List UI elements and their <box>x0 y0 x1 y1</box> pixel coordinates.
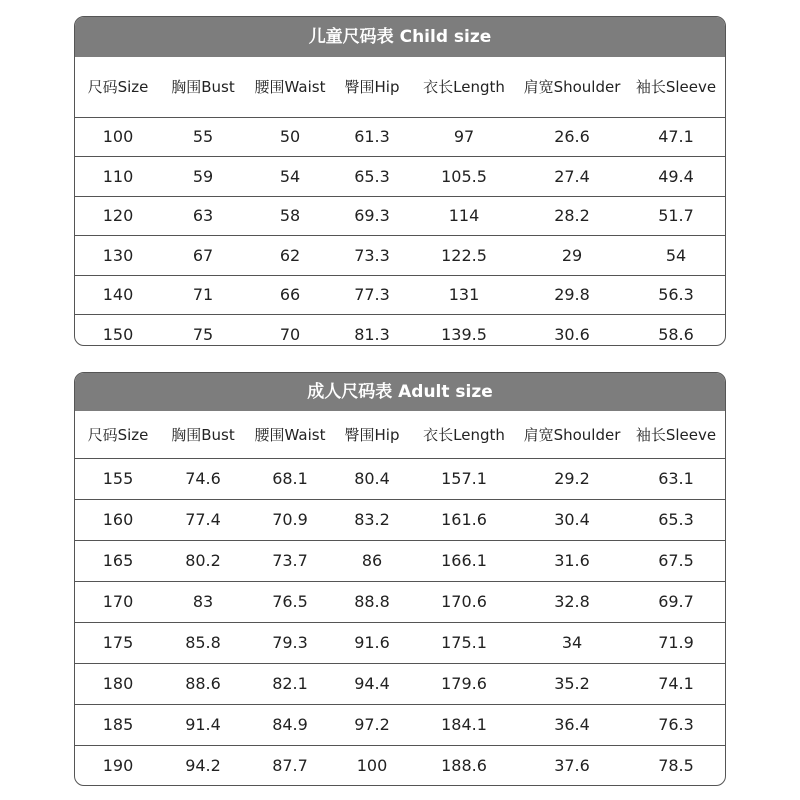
cell-hip: 69.3 <box>335 196 409 236</box>
cell-sleeve: 51.7 <box>625 196 726 236</box>
child-table-row <box>75 117 726 157</box>
cell-sleeve: 63.1 <box>625 458 726 499</box>
cell-sleeve: 74.1 <box>625 663 726 704</box>
cell-sleeve: 49.4 <box>625 157 726 197</box>
cell-waist: 50 <box>245 117 335 157</box>
cell-size: 155 <box>75 458 161 499</box>
cell-shoulder: 35.2 <box>519 663 625 704</box>
cell-shoulder: 27.4 <box>519 157 625 197</box>
cell-length: 179.6 <box>409 663 519 704</box>
cell-length: 184.1 <box>409 704 519 745</box>
cell-bust: 94.2 <box>161 745 245 786</box>
cell-bust: 83 <box>161 581 245 622</box>
cell-waist: 87.7 <box>245 745 335 786</box>
cell-sleeve: 65.3 <box>625 499 726 540</box>
header-sleeve: 袖长Sleeve <box>635 425 717 444</box>
cell-sleeve: 56.3 <box>625 275 726 315</box>
cell-size: 190 <box>75 745 161 786</box>
cell-length: 175.1 <box>409 622 519 663</box>
header-waist: 腰围Waist <box>254 425 326 444</box>
cell-waist: 82.1 <box>245 663 335 704</box>
cell-hip: 88.8 <box>335 581 409 622</box>
adult-table-row <box>75 499 726 540</box>
cell-shoulder: 34 <box>519 622 625 663</box>
cell-length: 170.6 <box>409 581 519 622</box>
cell-bust: 71 <box>161 275 245 315</box>
cell-shoulder: 37.6 <box>519 745 625 786</box>
child-table-row <box>75 236 726 276</box>
cell-size: 175 <box>75 622 161 663</box>
cell-hip: 100 <box>335 745 409 786</box>
cell-size: 120 <box>75 196 161 236</box>
child-table-row <box>75 275 726 315</box>
cell-size: 160 <box>75 499 161 540</box>
cell-shoulder: 36.4 <box>519 704 625 745</box>
cell-hip: 94.4 <box>335 663 409 704</box>
cell-bust: 55 <box>161 117 245 157</box>
cell-waist: 70 <box>245 315 335 347</box>
child-size-title: 儿童尺码表 Child size <box>75 17 725 57</box>
cell-shoulder: 26.6 <box>519 117 625 157</box>
header-shoulder: 肩宽Shoulder <box>523 78 621 97</box>
cell-shoulder: 29.2 <box>519 458 625 499</box>
cell-sleeve: 67.5 <box>625 540 726 581</box>
cell-sleeve: 58.6 <box>625 315 726 347</box>
cell-length: 166.1 <box>409 540 519 581</box>
adult-table-row <box>75 622 726 663</box>
cell-bust: 80.2 <box>161 540 245 581</box>
header-length: 衣长Length <box>423 425 505 444</box>
cell-hip: 77.3 <box>335 275 409 315</box>
cell-bust: 85.8 <box>161 622 245 663</box>
cell-shoulder: 30.6 <box>519 315 625 347</box>
cell-hip: 83.2 <box>335 499 409 540</box>
cell-sleeve: 54 <box>625 236 726 276</box>
header-bust: 胸围Bust <box>171 78 235 97</box>
cell-waist: 54 <box>245 157 335 197</box>
child-table-row <box>75 157 726 197</box>
cell-bust: 67 <box>161 236 245 276</box>
cell-hip: 86 <box>335 540 409 581</box>
cell-shoulder: 28.2 <box>519 196 625 236</box>
adult-header-row <box>75 411 726 458</box>
cell-length: 97 <box>409 117 519 157</box>
cell-length: 161.6 <box>409 499 519 540</box>
cell-bust: 91.4 <box>161 704 245 745</box>
header-size: 尺码Size <box>87 425 149 444</box>
cell-waist: 62 <box>245 236 335 276</box>
cell-length: 105.5 <box>409 157 519 197</box>
header-size: 尺码Size <box>87 78 149 97</box>
adult-table-row <box>75 540 726 581</box>
header-waist: 腰围Waist <box>254 78 326 97</box>
header-bust: 胸围Bust <box>171 425 235 444</box>
cell-hip: 80.4 <box>335 458 409 499</box>
adult-table-row <box>75 704 726 745</box>
cell-length: 122.5 <box>409 236 519 276</box>
cell-waist: 76.5 <box>245 581 335 622</box>
adult-size-table-card <box>74 372 726 786</box>
child-size-table-card <box>74 16 726 346</box>
cell-length: 157.1 <box>409 458 519 499</box>
header-shoulder: 肩宽Shoulder <box>523 425 621 444</box>
cell-hip: 65.3 <box>335 157 409 197</box>
cell-length: 139.5 <box>409 315 519 347</box>
child-table-row <box>75 315 726 347</box>
cell-length: 188.6 <box>409 745 519 786</box>
cell-bust: 77.4 <box>161 499 245 540</box>
cell-bust: 63 <box>161 196 245 236</box>
cell-waist: 79.3 <box>245 622 335 663</box>
adult-size-table <box>75 411 726 786</box>
cell-size: 185 <box>75 704 161 745</box>
cell-waist: 70.9 <box>245 499 335 540</box>
adult-table-row <box>75 458 726 499</box>
adult-table-row <box>75 581 726 622</box>
cell-shoulder: 31.6 <box>519 540 625 581</box>
cell-shoulder: 29.8 <box>519 275 625 315</box>
header-hip: 臀围Hip <box>344 78 400 97</box>
cell-waist: 84.9 <box>245 704 335 745</box>
child-size-table <box>75 57 726 346</box>
cell-size: 100 <box>75 117 161 157</box>
child-header-row <box>75 57 726 117</box>
cell-shoulder: 32.8 <box>519 581 625 622</box>
cell-sleeve: 78.5 <box>625 745 726 786</box>
child-table-row <box>75 196 726 236</box>
cell-hip: 97.2 <box>335 704 409 745</box>
cell-size: 165 <box>75 540 161 581</box>
cell-waist: 73.7 <box>245 540 335 581</box>
cell-shoulder: 30.4 <box>519 499 625 540</box>
cell-length: 114 <box>409 196 519 236</box>
cell-size: 170 <box>75 581 161 622</box>
cell-sleeve: 47.1 <box>625 117 726 157</box>
cell-size: 180 <box>75 663 161 704</box>
cell-size: 110 <box>75 157 161 197</box>
cell-hip: 73.3 <box>335 236 409 276</box>
header-sleeve: 袖长Sleeve <box>635 78 717 97</box>
cell-waist: 66 <box>245 275 335 315</box>
cell-size: 150 <box>75 315 161 347</box>
cell-waist: 58 <box>245 196 335 236</box>
cell-shoulder: 29 <box>519 236 625 276</box>
adult-table-row <box>75 745 726 786</box>
cell-length: 131 <box>409 275 519 315</box>
header-length: 衣长Length <box>423 78 505 97</box>
cell-size: 140 <box>75 275 161 315</box>
cell-hip: 91.6 <box>335 622 409 663</box>
cell-bust: 88.6 <box>161 663 245 704</box>
cell-hip: 81.3 <box>335 315 409 347</box>
adult-table-row <box>75 663 726 704</box>
cell-waist: 68.1 <box>245 458 335 499</box>
cell-size: 130 <box>75 236 161 276</box>
cell-bust: 74.6 <box>161 458 245 499</box>
cell-bust: 59 <box>161 157 245 197</box>
cell-hip: 61.3 <box>335 117 409 157</box>
cell-sleeve: 71.9 <box>625 622 726 663</box>
adult-size-title: 成人尺码表 Adult size <box>75 373 725 411</box>
cell-sleeve: 76.3 <box>625 704 726 745</box>
cell-bust: 75 <box>161 315 245 347</box>
header-hip: 臀围Hip <box>344 425 400 444</box>
cell-sleeve: 69.7 <box>625 581 726 622</box>
